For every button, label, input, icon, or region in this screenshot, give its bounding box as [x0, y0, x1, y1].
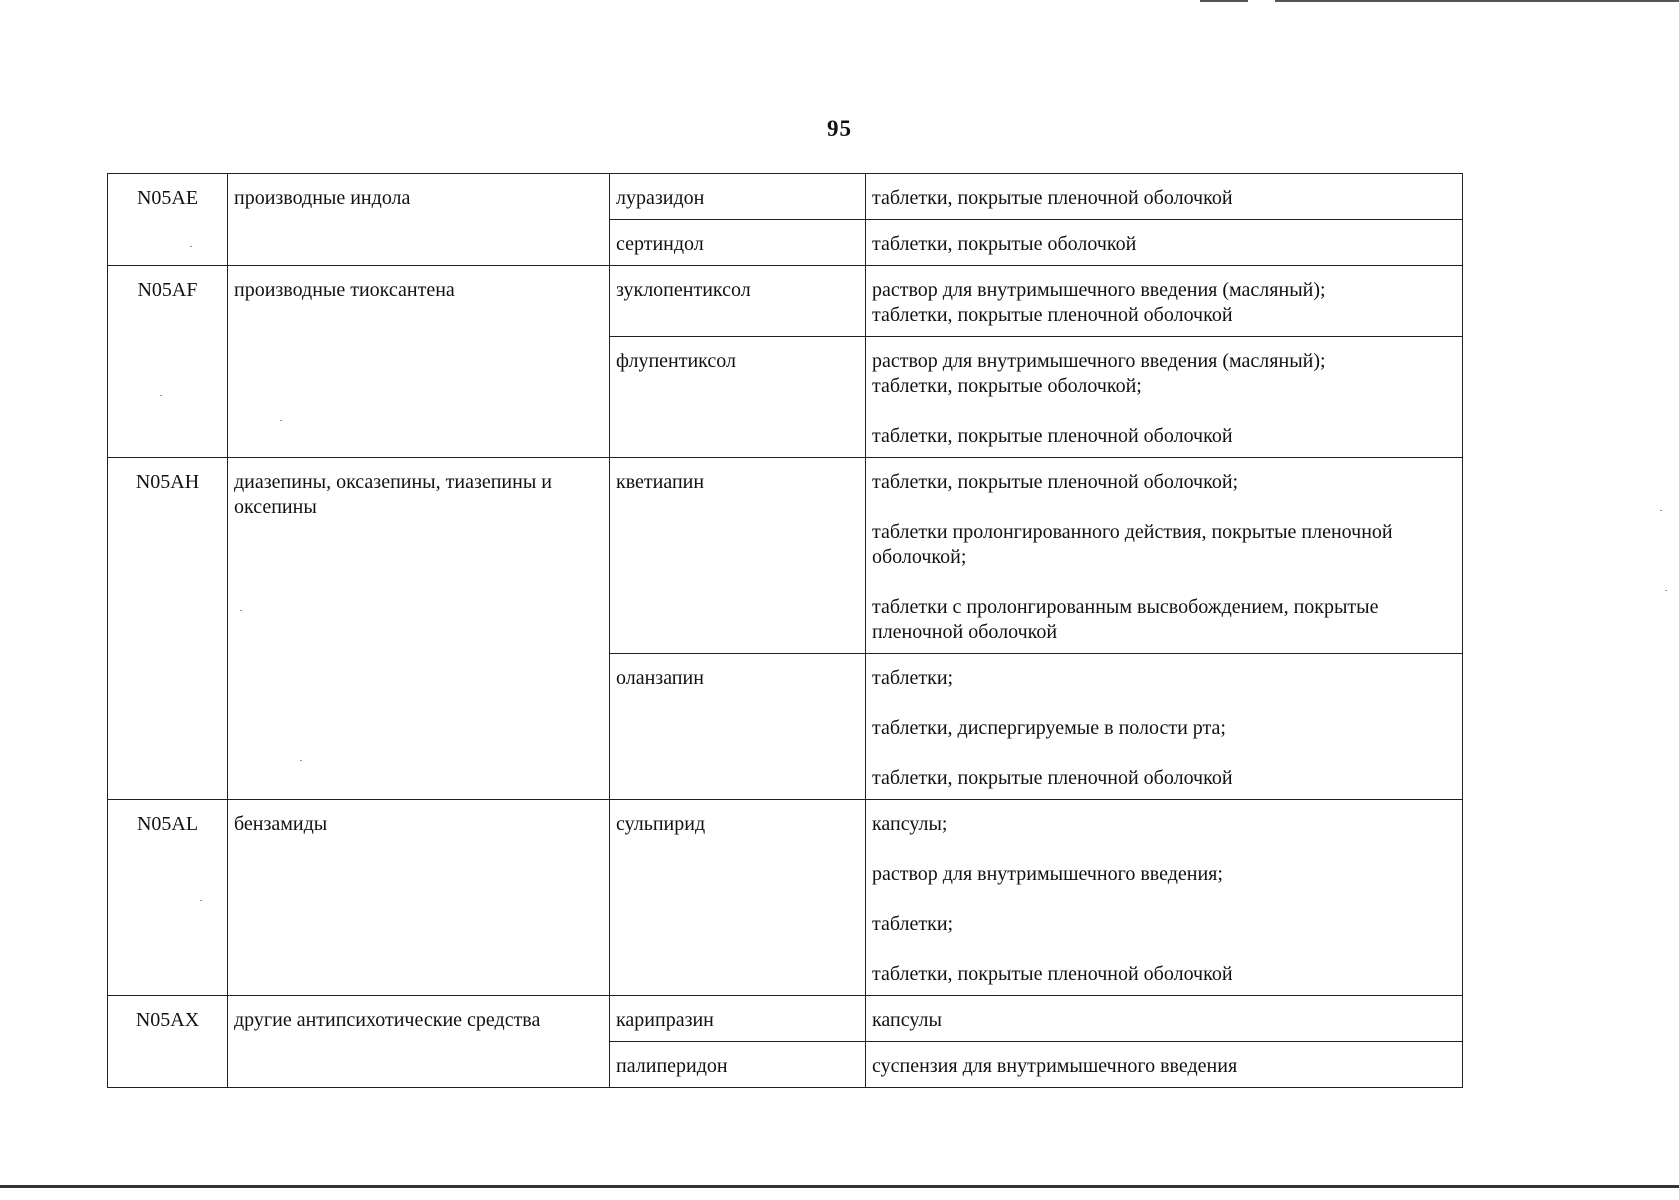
drug-table: [107, 173, 1463, 1088]
table-row: [108, 996, 1463, 1042]
dosage-form: таблетки, покрытые пленочной оболочкой;: [872, 471, 1239, 493]
page-number: 95: [827, 116, 852, 141]
scan-edge-top-left: [1200, 0, 1248, 2]
pharmacological-group-cell: производные тиоксантена: [228, 266, 610, 458]
atc-code-cell: N05AE: [108, 174, 228, 266]
dosage-forms-cell: [866, 266, 1463, 337]
dosage-forms-cell: [866, 220, 1463, 266]
scan-noise: [190, 246, 192, 247]
drug-name-cell: луразидон: [610, 174, 866, 220]
scan-edge-bottom: [0, 1185, 1679, 1188]
dosage-form: капсулы: [872, 1009, 942, 1031]
scan-noise: [240, 610, 242, 611]
dosage-forms-cell: [866, 996, 1463, 1042]
drug-name-cell: палиперидон: [610, 1042, 866, 1088]
dosage-form: суспензия для внутримышечного введения: [872, 1055, 1238, 1077]
drug-name-cell: оланзапин: [610, 654, 866, 800]
dosage-form: таблетки, покрытые пленочной оболочкой: [872, 425, 1233, 447]
pharmacological-group-cell: производные индола: [228, 174, 610, 266]
atc-code-cell: N05AX: [108, 996, 228, 1088]
dosage-form: раствор для внутримышечного введения (масляный); таблетки, покрытые оболочкой;: [872, 350, 1326, 397]
table-row: [108, 174, 1463, 220]
atc-code-cell: N05AH: [108, 458, 228, 800]
drug-name-cell: зуклопентиксол: [610, 266, 866, 337]
drug-table-body: [108, 174, 1463, 1088]
atc-code-cell: N05AL: [108, 800, 228, 996]
dosage-form: раствор для внутримышечного введения;: [872, 863, 1223, 885]
dosage-form: таблетки, покрытые оболочкой: [872, 233, 1137, 255]
dosage-form: таблетки, покрытые пленочной оболочкой: [872, 963, 1233, 985]
dosage-form: раствор для внутримышечного введения (масляный); таблетки, покрытые пленочной оболочкой: [872, 279, 1326, 326]
drug-name-cell: кветиапин: [610, 458, 866, 654]
dosage-form: таблетки, диспергируемые в полости рта;: [872, 717, 1226, 739]
dosage-forms-cell: [866, 654, 1463, 800]
drug-name-cell: карипразин: [610, 996, 866, 1042]
dosage-form: таблетки с пролонгированным высвобождением, покрытые пленочной оболочкой: [872, 596, 1379, 643]
scan-noise: [1665, 590, 1667, 591]
dosage-form: таблетки, покрытые пленочной оболочкой: [872, 767, 1233, 789]
dosage-forms-cell: [866, 174, 1463, 220]
table-row: [108, 800, 1463, 996]
table-row: [108, 458, 1463, 654]
dosage-forms-cell: [866, 800, 1463, 996]
scan-noise: [1660, 510, 1662, 511]
dosage-form: таблетки, покрытые пленочной оболочкой: [872, 187, 1233, 209]
dosage-form: таблетки;: [872, 667, 954, 689]
scan-noise: [200, 900, 202, 901]
pharmacological-group-cell: другие антипсихотические средства: [228, 996, 610, 1088]
dosage-form: таблетки пролонгированного действия, покрытые пленочной оболочкой;: [872, 521, 1393, 568]
dosage-form: капсулы;: [872, 813, 948, 835]
scan-noise: [280, 420, 282, 421]
dosage-forms-cell: [866, 337, 1463, 458]
table-row: [108, 266, 1463, 337]
scan-noise: [300, 760, 302, 761]
scan-noise: [160, 395, 162, 396]
drug-name-cell: флупентиксол: [610, 337, 866, 458]
pharmacological-group-cell: бензамиды: [228, 800, 610, 996]
drug-name-cell: сульпирид: [610, 800, 866, 996]
dosage-form: таблетки;: [872, 913, 954, 935]
pharmacological-group-cell: диазепины, оксазепины, тиазепины и оксепины: [228, 458, 610, 800]
scan-edge-top-right: [1275, 0, 1679, 2]
dosage-forms-cell: [866, 1042, 1463, 1088]
drug-name-cell: сертиндол: [610, 220, 866, 266]
atc-code-cell: N05AF: [108, 266, 228, 458]
dosage-forms-cell: [866, 458, 1463, 654]
